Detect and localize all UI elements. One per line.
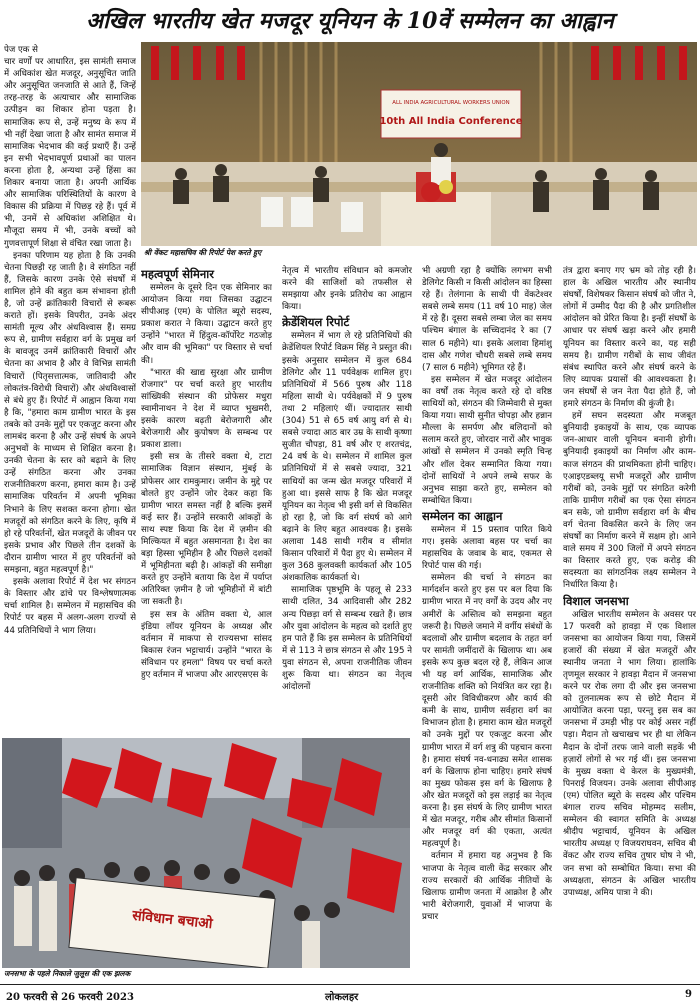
col2-para: सम्मेलन के दूसरे दिन एक सेमिनार का आयोजन किया गया जिसका उद्घाटन सीपीआइ (एम) के पोलित ब्यूरो सदस्य, प्रकाश करात ने किया। उद्घाटन करते हुए उन्होंने "भारत में हिंदुत्व-कॉर्पोरेट गठजोड़ और वाम की भूमिका" पर विस्तार से चर्चा की। xyxy=(141,283,272,366)
column-5 xyxy=(563,265,696,979)
col4-para: सम्मेलन की चर्चा ने संगठन का मार्गदर्शन करते हुए इस पर बल दिया कि ग्रामीण भारत में नए वर्गों के उदय और नए अमीरों के अस्तित्व को समझना बहुत जरूरी है। पिछले जमाने में वर्गीय संबंधों के बदलावों और ग्रामीण बदलाव के तहत वर्ग पर सामंती जमींदारों के खिलाफ था। अब इसके रूप कुछ बदल रहे हैं, लेकिन आज भी यह वर्ग आर्थिक, सामाजिक और राजनीतिक शक्ति को नियंत्रित कर रहा है। दूसरी ओर विविधीकरण और कार्य की कमी के साथ, ग्रामीण सर्वहारा वर्ग का विभाजन होता है। हमारा काम खेत मजदूरों को उनके मुद्दों पर एकजुट करना और ग्रामीण भारत में वर्ग शत्रु की पहचान करना है। हमारा संघर्ष नव-धनाढ्य समेत शासक वर्ग के खिलाफ होना चाहिए। हमारे संघर्ष का मुख्य फोकस इस वर्ग के खिलाफ है और खेत मजदूरों को इस लड़ाई का नेतृत्व करना है। इस संघर्ष के लिए ग्रामीण भारत में खेत मजदूर, गरीब और सीमांत किसानों और मजदूर वर्ग की एकता, अत्यंत महत्वपूर्ण है। xyxy=(422,573,552,850)
col5-para: अखिल भारतीय सम्मेलन के अवसर पर 17 फरवरी को हावड़ा में एक विशाल जनसभा का आयोजन किया गया, जिसमें हजारों की संख्या में खेत मजदूरों और स्थानीय जनता ने भाग लिया। हालांकि तृणमूल सरकार ने हावड़ा मैदान में जनसभा करने पर रोक लगा दी और इस जनसभा को तुलनात्मक रूप से छोटे मैदान में आयोजित करना पड़ा, परन्तु इस सब का जनसभा में उमड़ी भीड़ पर कोई असर नहीं पड़ा। मैदान तो खचाखच भर ही था लेकिन मैदान के दोनों तरफ जाने वाली सड़कें भी हज़ारों लोगों से भर गई थीं। इस जनसभा के मुख्य वक्ता थे केरल के मुख्यमंत्री, पिनराई विजयन। उनके अलावा सीपीआइ (एम) पोलित ब्यूरो के सदस्य और पश्चिम बंगाल राज्य सचिव मोहम्मद सलीम, सम्मेलन की स्वागत समिति के अध्यक्ष श्रीदीप भट्टाचार्य, यूनियन के अखिल भारतीय अध्यक्ष ए विजयराघवन, सचिव बी वेंकट और राज्य सचिव तुषार घोष ने भी, जन सभा को सम्बोधित किया। सभा की अध्यक्षता, संगठन के अखिल भारतीय उपाध्यक्ष, अमिय पात्रा ने की। xyxy=(563,609,696,898)
col2-para: इसी सत्र के तीसरे वक्ता थे, टाटा सामाजिक विज्ञान संस्थान, मुंबई के प्रोफेसर आर रामकुमार। जमीन के मुद्दे पर बोलते हुए उन्होंने जोर देकर कहा कि ग्रामीण भारत समस्त नहीं है बल्कि इसमें कई स्तर हैं। उन्होंने सरकारी आंकड़ों के साथ स्पष्ट किया कि देश में ज़मीन की मिल्कियत में बहुत असमानता है। देश का बड़ा हिस्सा भूमिहीन है और पिछले दशकों में भूमिहीनता बढ़ी है। आंकड़ों की समीक्षा करते हुए उन्होंने बताया कि देश में पर्याप्त अतिरिक्त ज़मीन है जो भूमिहीनों में बांटी जा सकती है। xyxy=(141,452,272,608)
rally-banner-text: संविधान बचाओ xyxy=(131,907,214,933)
top-photo-caption: श्री वेंकट महासचिव की रिपोर्ट पेश करते हुए xyxy=(144,248,262,257)
col4-para: सम्मेलन में 15 प्रस्ताव पारित किये गए। इसके अलावा बहस पर चर्चा का महासचिव के जवाब के बाद, एकमत से रिपोर्ट पास की गई। xyxy=(422,524,552,572)
banner-line1: ALL INDIA AGRICULTURAL WORKERS UNION xyxy=(392,100,510,106)
heading-call: सम्मेलन का आह्वान xyxy=(422,508,503,523)
page-footer xyxy=(0,984,700,1006)
col2-para: इस सत्र के अंतिम वक्ता थे, आल इंडिया लॉयर यूनियन के अध्यक्ष और वर्तमान में माकपा से राज्यसभा सांसद बिकास रंजन भट्टाचार्य। उन्होंने "भारत के संविधान पर हमला" विषय पर चर्चा करते हुए वर्तमान में भाजपा और आरएसएस के xyxy=(141,609,272,680)
footer-dates: 20 फरवरी से 26 फरवरी 2023 xyxy=(6,992,134,1003)
rally-illustration xyxy=(2,738,410,968)
page-headline: अखिल भारतीय खेत मजदूर यूनियन के 10वें सम्मेलन का आह्वान xyxy=(86,8,614,34)
footer-page-number: 9 xyxy=(685,989,692,1000)
column-2 xyxy=(141,265,272,735)
heading-rally: विशाल जनसभा xyxy=(563,593,629,608)
conference-stage-photo xyxy=(141,42,697,246)
footer-paper-name: लोकलहर xyxy=(325,992,359,1003)
col4-para: इस सम्मेलन में खेत मजदूर आंदोलन का वर्षों तक नेतृत्व करते रहे दो वरिष्ठ साथियों को, संगठन की जिम्मेवारी से मुक्त किया गया। साथी सुनीत चोपड़ा और हन्नान मौल्ला के समर्पण और बलिदानों को सलाम करते हुए, जोरदार नारों और भावुक आंखों से सम्मेलन में उनको स्मृति चिन्ह और शॉल देकर सम्मानित किया गया। दोनों साथियों ने अपने लम्बे सफर के अनुभव साझा करते हुए, सम्मेलन को सम्बोधित किया। xyxy=(422,374,552,506)
col5-para: हमें सघन सदस्यता और मजबूत बुनियादी इकाइयों के साथ, एक व्यापक जन-आधार वाली यूनियन बनानी होगी। बुनियादी इकाइयों का निर्माण और काम-काज संगठन की प्राथमिकता होनी चाहिए। एआइएडब्लयू सभी मजदूरों और ग्रामीण गरीबों को, उनके मुद्दों पर संगठित करेगी ताकि ग्रामीण गरीबों का एक ऐसा संगठन बन सके, जो ग्रामीण सर्वहारा वर्ग के बीच वर्ग चेतना विकसित करने के लिए जन संघर्षों का निर्माण करने में सक्षम हो। आने वाले समय में 300 जिलों में अपने संगठन का विस्तार करते हुए, एक करोड़ की सदस्यता का सांगठनिक लक्ष्य सम्मेलन ने निर्धारित किया है। xyxy=(563,411,696,591)
col1-para: चार वर्णों पर आधारित, इस सामंती समाज में अधिकांश खेत मजदूर, अनुसूचित जाति और अनुसूचित जनजाति से आते हैं, जिन्हें तरह-तरह के अत्याचार और सामाजिक उत्पीड़न का शिकार होना पड़ता है। सामाजिक रूप से, उन्हें मनुष्य के रूप में भी नहीं देखा जाता है और सामंत समाज में सामाजिक भेदभाव की कई प्रथाएँ हैं। उन्हें इन सभी भेदभावपूर्ण प्रथाओं का पालन करना होता है, अन्यथा उन्हें हिंसा का शिकार बनाया जाता है। अपनी आर्थिक और सामाजिक परिस्थितियों के कारण वे विकास की प्रक्रिया में पिछड़ रहे हैं। पूर्व में भी, उनमें से अधिकांश अशिक्षित थे। मौजूदा समय में भी, उनके बच्चों को गुणवत्तापूर्ण शिक्षा से वंचित रखा जाता है। xyxy=(4,57,136,249)
col1-para: इसके अलावा रिपोर्ट में देश भर संगठन के विस्तार और ढांचे पर विश्लेषणात्मक चर्चा शामिल है। सम्मेलन में महासचिव की रिपोर्ट पर बहस में अलग-अलग राज्यों से 44 प्रतिनिधियों ने भाग लिया। xyxy=(4,577,136,636)
col2-para: "भारत की खाद्य सुरक्षा और ग्रामीण रोजगार" पर चर्चा करते हुए भारतीय सांख्यिकी संस्थान की प्रोफेसर मधुरा स्वामीनाथन ने देश में व्याप्त भुखमरी, इसके कारण बढ़ती बेरोजगारी और बेरोजगारी और कुपोषण के सम्बन्ध पर प्रकाश डाला। xyxy=(141,367,272,451)
rally-procession-photo xyxy=(2,738,410,968)
banner-line2: 10th All India Conference xyxy=(379,116,523,127)
heading-credential: क्रेडेंशियल रिपोर्ट xyxy=(282,315,350,330)
heading-seminar: महत्वपूर्ण सेमिनार xyxy=(141,267,214,281)
col4-para: भी अग्रणी रहा है क्योंकि लगभग सभी डेलिगेट किसी न किसी आंदोलन का हिस्सा रहे हैं। तेलंगाना के साथी पी वेंकटेश्वर सबसे लम्बे समय (11 वर्ष 10 माह) जेल में रहे हैं। दूसरा सबसे लम्बा जेल का समय पश्चिम बंगाल के सच्चिदानंद रे का (7 साल 6 महीने) था। इसके अलावा हिमांशु दास और गणेश चौधरी सबसे लम्बे समय (7 साल 6 महीने) भूमिगत रहे हैं। xyxy=(422,266,552,373)
col3-para: नेतृत्व में भारतीय संविधान को कमजोर करने की साजिशों को तफसील से समझाया और इनके प्रतिरोध का आह्वान किया। xyxy=(282,266,412,313)
column-1 xyxy=(4,44,136,736)
col3-para: सामाजिक पृष्ठभूमि के पहलू से 233 साथी दलित, 34 आदिवासी और 282 अन्य पिछड़ा वर्ग से सम्बन्ध रखते हैं। छात्र और युवा आंदोलन के महत्व को दर्शाते हुए हम पाते हैं कि इस सम्मेलन के प्रतिनिधियों में से 113 ने छात्र संगठन से और 195 ने युवा संगठन से, अपना राजनीतिक जीवन शुरू किया था। संगठन का नेतृत्व आंदोलनों xyxy=(282,585,412,693)
column-4 xyxy=(422,265,552,979)
col1-para: पेज एक से xyxy=(4,45,38,55)
col1-para: इनका परिणाम यह होता है कि उनकी चेतना पिछड़ी रह जाती है। वे संगठित नहीं हैं, जिसके कारण उनके ऐसे संघर्षों में शामिल होने की बहुत कम संभावना होती है, जो उन्हें क्रांतिकारी विचारों से रूबरू कराते हों। इसके विपरीत, उनके अंदर सामंती मूल्य और अंधविश्वास हैं। समग्र रूप से, ग्रामीण सर्वहारा वर्ग के प्रमुख वर्ग के बावजूद उनमें क्रांतिकारी विचारों और चेतना का अभाव है और वे विभिन्न सामंती विचारों (पितृसत्तात्मक, जातिवादी और लोकतंत्र-विरोधी विचारों) और अंधविश्वासों से बंधे हुए हैं। रिपोर्ट में आह्वान किया गया है कि, "हमारा काम ग्रामीण भारत के इस तबके को उनके मुद्दों पर एकजुट करना और लामबंद करना है और उन्हें संघर्ष के अपने अनुभवों के माध्यम से शिक्षित करना है। उनकी चेतना के स्तर को बढ़ाने के लिए उन्हें संगठित करना और उनका राजनीतिकरण करना, हमारा काम है। उन्हें सामाजिक परिवर्तन में अपनी भूमिका निभाने के लिए सशक्त करना होगा। खेत मजदूरों को संगठित करने के लिए, कृषि में हो रहे परिवर्तनों, खेत मजदूरों के जीवन पर इसके प्रभाव और पिछले तीन दशकों के दौरान ग्रामीण भारत में हुए परिवर्तनों को समझना, बहुत महत्वपूर्ण है।" xyxy=(4,250,136,576)
conference-stage-illustration xyxy=(141,42,697,246)
col5-para: तंत्र द्वारा बनाए गए भ्रम को तोड़ रही है। हाल के अखिल भारतीय और स्थानीय संघर्षों, विशेषकर किसान संघर्ष को जीत ने, लोगों में उम्मीद पैदा की है और प्रगतिशील आंदोलन को प्रेरित किया है। इन्हीं संघर्षों के आधार पर संघर्ष खड़ा करने और हमारी यूनियन का विस्तार करने का, यह सही समय है। ग्रामीण गरीबों के साथ जीवंत संबंध स्थापित करने और संघर्ष करने के लिए व्यापक प्रयासों की आवश्यकता है। जन संघर्षों से जन नेता पैदा होते हैं, जो हमारे संगठन के निर्माण की कुंजी है। xyxy=(563,266,696,410)
column-3 xyxy=(282,265,412,735)
col3-para: सम्मेलन में भाग ले रहे प्रतिनिधियों की क्रेडेंशियल रिपोर्ट विक्रम सिंह ने प्रस्तुत की। इसके अनुसार सम्मेलन में कुल 684 डेलिगेट और 11 पर्यवेक्षक शामिल हुए। प्रतिनिधियों में 566 पुरुष और 118 महिला साथी थे। पर्यवेक्षकों में 9 पुरुष तथा 2 महिलाएं थीं। ज्यादातर साथी (304) 51 से 65 वर्ष आयु वर्ग से थे। सबसे ज्यादा आठ बार उम्र के साथी कृष्णा सुजीत चौपड़ा, 81 वर्ष और ए शरतचंद्र, 24 वर्ष के थे। सम्मेलन में शामिल कुल प्रतिनिधियों में से सबसे ज्यादा, 321 साथियों का जन्म खेत मजदूर परिवारों में हुआ था। इससे साफ है कि खेत मजदूर यूनियन का नेतृत्व भी इसी वर्ग से विकसित हो रहा है, जो कि वर्ग संघर्ष को आगे बढ़ाने के लिए बहुत आवश्यक है। इसके अलावा 148 साथी गरीब व सीमांत किसान परिवारों में पैदा हुए थे। सम्मेलन में कुल 368 कुलवक्ती कार्यकर्ता और 105 अंशकालिक कार्यकर्ता थे। xyxy=(282,331,412,584)
bottom-photo-caption: जनसभा के पहले निकाले जुलूस की एक झलक xyxy=(4,969,131,978)
col4-para: वर्तमान में हमारा यह अनुभव है कि भाजपा के नेतृत्व वाली केंद्र सरकार और राज्य सरकारों की आर्थिक नीतियों के खिलाफ ग्रामीण जनता में आक्रोश है और भारी बेरोजगारी, युवाओं में भाजपा के प्रचार xyxy=(422,851,552,922)
